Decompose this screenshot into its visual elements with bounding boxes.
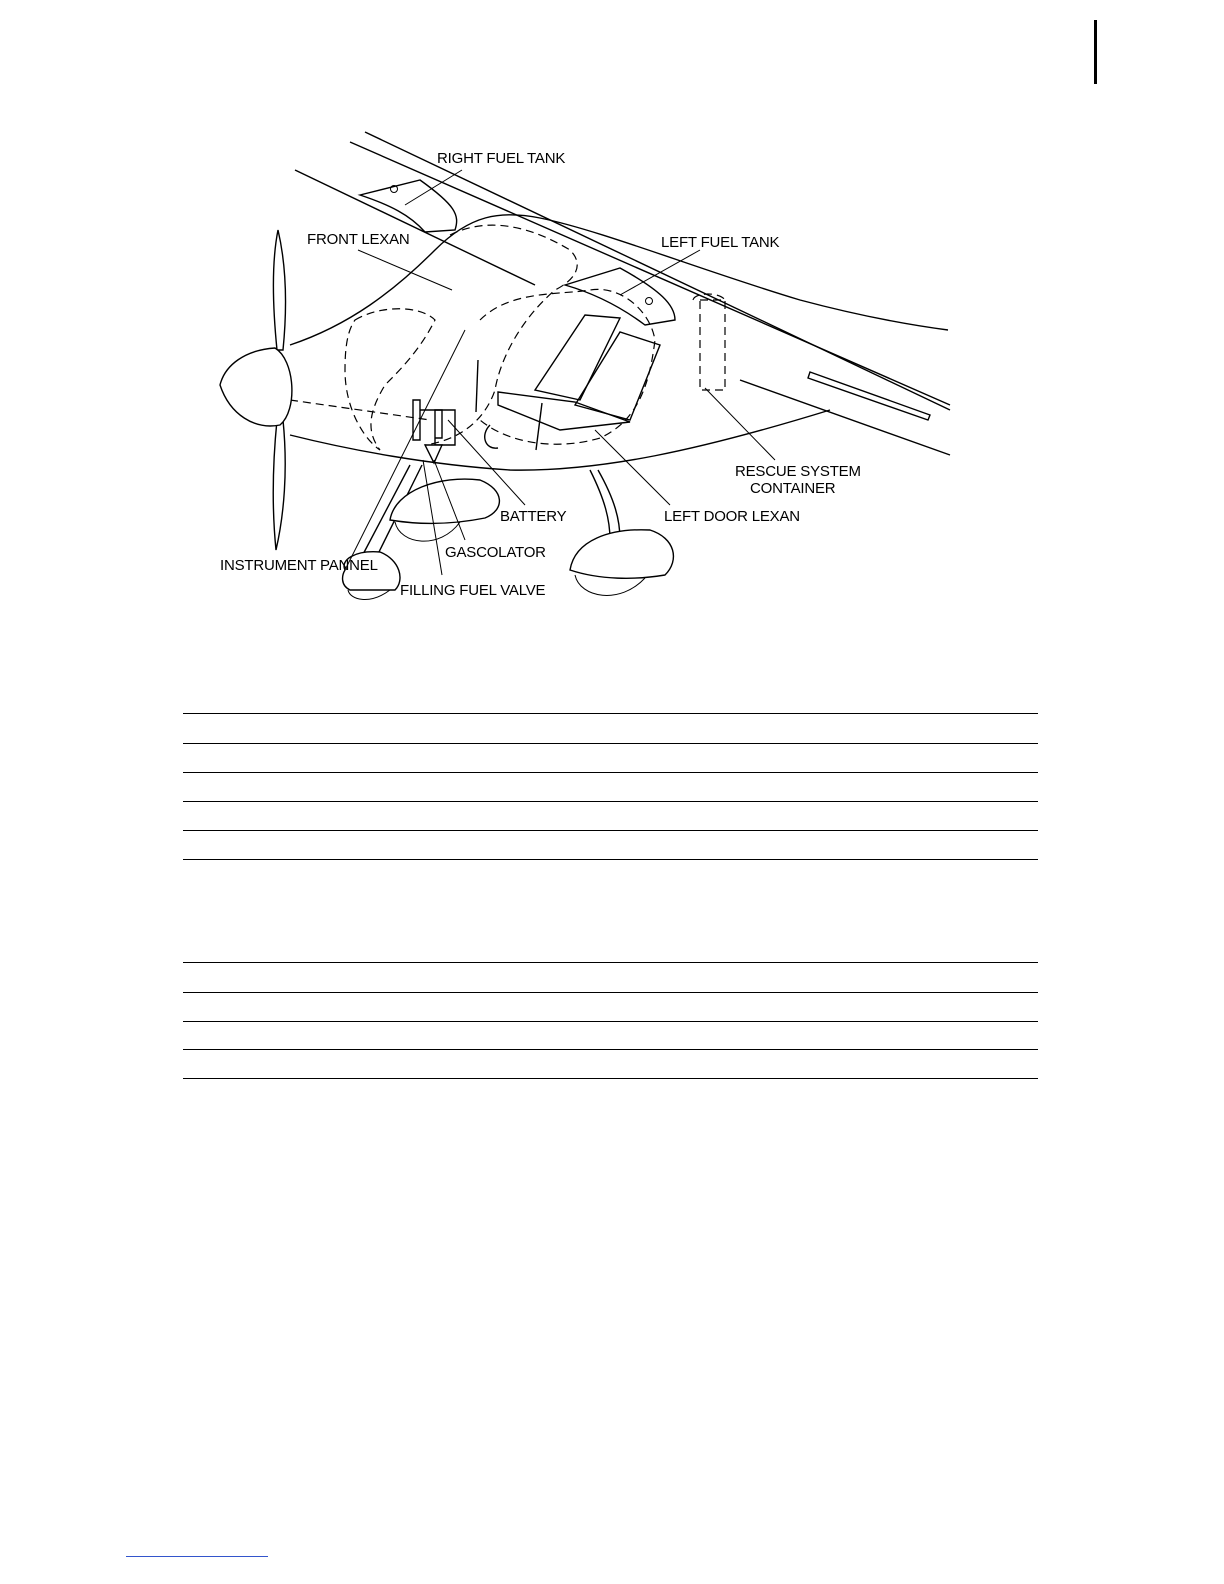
table-row-rule: [183, 1078, 1038, 1079]
right-main-wheel: [395, 522, 460, 541]
label-filling-fuel-valve: FILLING FUEL VALVE: [400, 582, 546, 599]
table-row-rule: [183, 1049, 1038, 1050]
nose-wheel: [348, 590, 390, 599]
table-row-rule: [183, 859, 1038, 860]
aircraft-drawing: [180, 120, 980, 620]
front-lexan-outline: [425, 225, 577, 445]
table-row-rule: [183, 1021, 1038, 1022]
leader-left-fuel-tank: [620, 250, 700, 295]
aileron-slot: [808, 372, 930, 420]
footer-link-underline[interactable]: [126, 1556, 268, 1557]
label-battery: BATTERY: [500, 508, 567, 525]
gascolator-shape: [425, 445, 442, 463]
wing-edge-lower: [350, 142, 950, 405]
table-row-rule: [183, 743, 1038, 744]
leader-rescue-system: [705, 388, 775, 460]
left-main-gear-leg: [590, 470, 610, 540]
table-row-rule: [183, 713, 1038, 714]
label-right-fuel-tank: RIGHT FUEL TANK: [437, 150, 566, 167]
fuselage-belly-line: [290, 410, 830, 470]
propeller-blade-lower: [273, 420, 285, 550]
label-rescue-system-line1: RESCUE SYSTEM: [735, 463, 861, 480]
table-row-rule: [183, 830, 1038, 831]
propeller-blade-upper: [273, 230, 285, 350]
left-main-wheel-fairing: [570, 530, 673, 578]
wing-edge-upper: [365, 132, 950, 410]
label-left-fuel-tank: LEFT FUEL TANK: [661, 234, 780, 251]
leader-left-door-lexan: [595, 430, 670, 505]
table-row-rule: [183, 801, 1038, 802]
margin-change-bar: [1094, 20, 1097, 84]
rescue-system-container: [693, 294, 725, 390]
label-rescue-system-line2: CONTAINER: [750, 480, 836, 497]
label-left-door-lexan: LEFT DOOR LEXAN: [664, 508, 800, 525]
instrument-area-outline: [345, 309, 435, 450]
seat-base: [498, 392, 630, 430]
label-front-lexan: FRONT LEXAN: [307, 231, 410, 248]
aircraft-component-diagram: [180, 120, 980, 620]
label-gascolator: GASCOLATOR: [445, 544, 546, 561]
propeller-spinner: [220, 348, 292, 426]
table-row-rule: [183, 962, 1038, 963]
cowling-dash-line: [290, 400, 430, 420]
control-stick-left: [476, 360, 478, 412]
left-seat: [535, 315, 620, 400]
label-instrument-pannel: INSTRUMENT PANNEL: [220, 557, 378, 574]
table-row-rule: [183, 772, 1038, 773]
right-main-wheel-fairing: [390, 479, 499, 523]
leader-front-lexan: [358, 250, 452, 290]
table-row-rule: [183, 992, 1038, 993]
